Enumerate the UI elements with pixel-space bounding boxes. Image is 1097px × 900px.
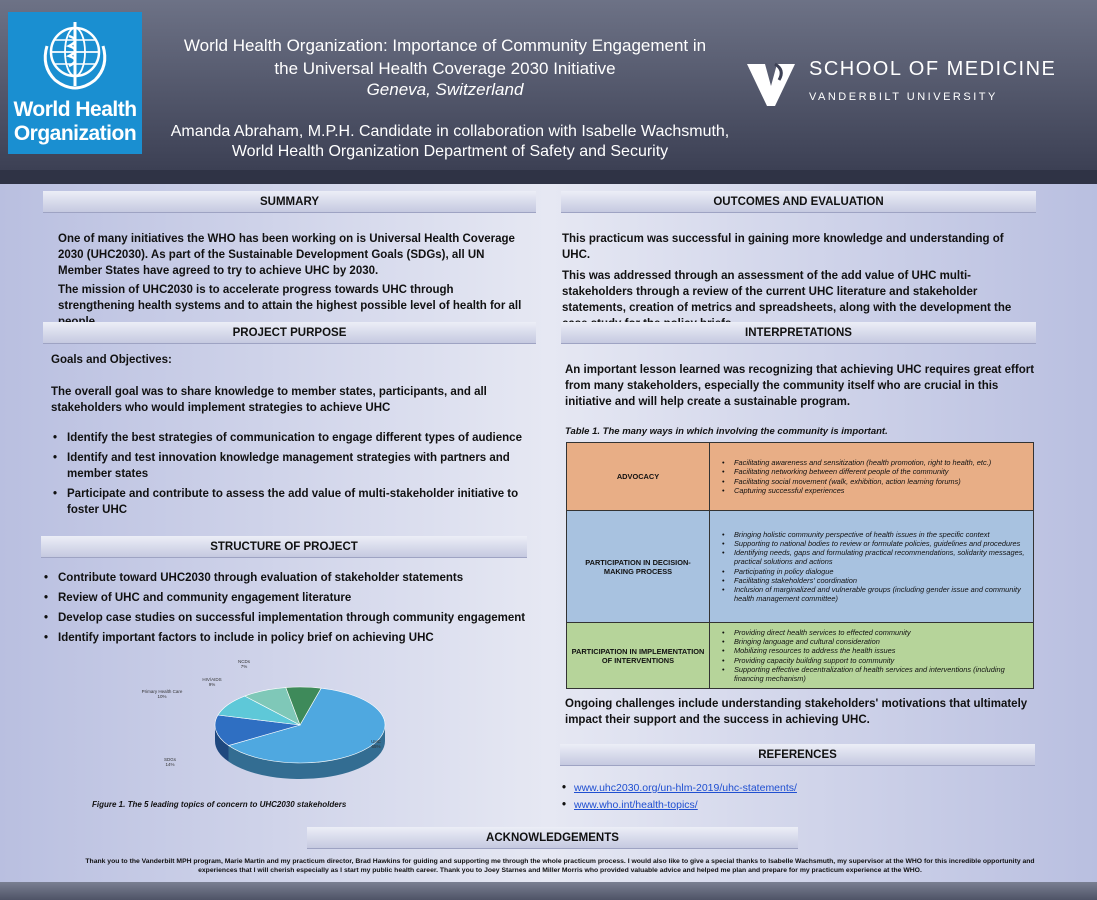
table-item: • Identifying needs, gaps and formulating practical recommendations, solidarity messages, practical solutions and actions xyxy=(712,548,1030,566)
structure-heading: STRUCTURE OF PROJECT xyxy=(41,536,527,558)
interpretations-heading: INTERPRETATIONS xyxy=(561,322,1036,344)
list-item: • Contribute toward UHC2030 through evaluation of stakeholder statements xyxy=(42,570,534,586)
who-logo-line1: World Health xyxy=(13,98,137,121)
references-list xyxy=(562,780,1032,813)
poster-title-line1: World Health Organization: Importance of Community Engagement in xyxy=(183,36,707,55)
table-item: • Facilitating social movement (walk, exhibition, action learning forums) xyxy=(712,477,1030,486)
challenges-paragraph: Ongoing challenges include understanding stakeholders' motivations that ultimately impact their support and the success in achieving UHC. xyxy=(565,698,1028,726)
table-category: PARTICIPATION IN DECISION-MAKING PROCESS xyxy=(567,511,710,623)
who-emblem-icon xyxy=(35,16,115,96)
acknowledgements-text: Thank you to the Vanderbilt MPH program, Marie Martin and my practicum director, Brad Hawkins for guiding and supporting me through the whole practicum process. I would also like to give a special thanks to Isabelle Wachsmuth, my supervisor at the WHO for this incredible opportunity and experiences that I will cherish especially as I start my public health career. Thank you to Joey Starnes and Miller Morris who provided valuable advice and helped me plan and prepare for my practicum experience at the WHO. xyxy=(85,858,1035,874)
list-item: • Identify the best strategies of communication to engage different types of audience xyxy=(51,430,529,446)
list-item: • Identify and test innovation knowledge management strategies with partners and member states xyxy=(51,450,529,482)
references-heading: REFERENCES xyxy=(560,744,1035,766)
table-caption: Table 1. The many ways in which involving the community is important. xyxy=(565,426,888,437)
reference-link[interactable]: www.who.int/health-topics/ xyxy=(574,799,698,811)
pie-label: NCDs 7% xyxy=(238,659,250,669)
community-engagement-table xyxy=(566,442,1034,689)
pie-chart xyxy=(140,655,390,785)
table-item: • Providing capacity building support to community xyxy=(712,656,1030,665)
poster-title-line2: the Universal Health Coverage 2030 Initiative xyxy=(274,59,616,78)
list-item xyxy=(562,797,1032,813)
vanderbilt-logo xyxy=(745,58,1075,118)
structure-list xyxy=(42,570,534,646)
table-item: • Inclusion of marginalized and vulnerable groups (including gender issue and community health management committee) xyxy=(712,585,1030,603)
vanderbilt-university-label: VANDERBILT UNIVERSITY xyxy=(809,91,998,103)
table-items xyxy=(710,623,1034,689)
who-logo-text xyxy=(8,98,142,146)
list-item: • Review of UHC and community engagement literature xyxy=(42,590,534,606)
who-logo-line2: Organization xyxy=(13,122,137,145)
pie-label: UHC 65% xyxy=(371,739,381,749)
summary-paragraph: One of many initiatives the WHO has been working on is Universal Health Coverage 2030 (UHC2030). As part of the Sustainable Development Goals (SDGs), all UN Member States have agreed to try to achieve UHC by 2030. xyxy=(58,233,515,277)
list-item: • Identify important factors to include in policy brief on achieving UHC xyxy=(42,630,534,646)
pie-label: Primary Health Care 10% xyxy=(141,689,183,699)
summary-heading: SUMMARY xyxy=(43,191,536,213)
header-divider xyxy=(0,170,1097,184)
interpretations-body: An important lesson learned was recognizing that achieving UHC requires great effort from many stakeholders, especially the community itself who are crucial in this initiative and will help create a sustainable program. xyxy=(565,364,1035,408)
table-item: • Bringing language and cultural consideration xyxy=(712,637,1030,646)
who-logo xyxy=(8,12,142,154)
vanderbilt-v-icon xyxy=(745,60,797,108)
summary-body xyxy=(58,231,528,333)
project-purpose-heading: PROJECT PURPOSE xyxy=(43,322,536,344)
overall-goal: The overall goal was to share knowledge to member states, participants, and all stakeholders who would implement strategies to achieve UHC xyxy=(51,386,487,414)
table-item: • Facilitating awareness and sensitization (health promotion, right to health, etc.) xyxy=(712,458,1030,467)
table-item: • Capturing successful experiences xyxy=(712,486,1030,495)
table-item: • Facilitating stakeholders' coordination xyxy=(712,576,1030,585)
structure-body xyxy=(42,570,534,650)
references-body xyxy=(562,780,1032,814)
table-item: • Facilitating networking between different people of the community xyxy=(712,467,1030,476)
table-item: • Participating in policy dialogue xyxy=(712,567,1030,576)
outcomes-paragraph: This was addressed through an assessment of the add value of UHC multi-stakeholders through a review of the current UHC literature and stakeholder statements, creation of metrics and spreadsheets, along with the development the xyxy=(562,270,1012,314)
outcomes-body xyxy=(562,231,1032,335)
list-item xyxy=(562,780,1032,796)
school-of-medicine-label: SCHOOL OF MEDICINE xyxy=(809,58,1057,80)
figure-caption: Figure 1. The 5 leading topics of concern to UHC2030 stakeholders xyxy=(92,800,347,809)
poster-header xyxy=(0,0,1097,170)
table-category: ADVOCACY xyxy=(567,443,710,511)
table-row xyxy=(567,443,1034,511)
project-purpose-body xyxy=(51,352,529,522)
poster-affiliation: World Health Organization Department of Safety and Security xyxy=(231,143,669,160)
reference-link[interactable]: www.uhc2030.org/un-hlm-2019/uhc-statements/ xyxy=(574,782,797,794)
poster-location: Geneva, Switzerland xyxy=(366,80,524,99)
footer-band xyxy=(0,882,1097,900)
list-item: • Develop case studies on successful implementation through community engagement xyxy=(42,610,534,626)
table-items xyxy=(710,443,1034,511)
outcomes-heading: OUTCOMES AND EVALUATION xyxy=(561,191,1036,213)
pie-label: SDGs 14% xyxy=(163,757,177,767)
outcomes-paragraph: This practicum was successful in gaining more knowledge and understanding of UHC. xyxy=(562,233,1004,261)
pie-label: HIV/AIDS 9% xyxy=(202,677,222,687)
acknowledgements-heading: ACKNOWLEDGEMENTS xyxy=(307,827,798,849)
table-item: • Providing direct health services to effected community xyxy=(712,628,1030,637)
table-row xyxy=(567,511,1034,623)
table-row xyxy=(567,623,1034,689)
table-item: • Supporting to national bodies to review or formulate policies, guidelines and procedures xyxy=(712,539,1030,548)
purpose-list xyxy=(51,430,529,518)
table-item: • Mobilizing resources to address the health issues xyxy=(712,646,1030,655)
table-items xyxy=(710,511,1034,623)
table-item: • Bringing holistic community perspective of health issues in the specific context xyxy=(712,530,1030,539)
table-category: PARTICIPATION IN IMPLEMENTATION OF INTERVENTIONS xyxy=(567,623,710,689)
goals-label: Goals and Objectives: xyxy=(51,354,172,366)
list-item: • Participate and contribute to assess the add value of multi-stakeholder initiative to foster UHC xyxy=(51,486,529,518)
table-item: • Supporting effective decentralization of health services and interventions (including financing mechanism) xyxy=(712,665,1030,683)
summary-paragraph: The mission of UHC2030 is to accelerate progress towards UHC through strengthening health systems and to attain the highest possible level of health for all xyxy=(58,284,522,312)
poster-author: Amanda Abraham, M.P.H. Candidate in collaboration with Isabelle Wachsmuth, xyxy=(170,123,730,140)
